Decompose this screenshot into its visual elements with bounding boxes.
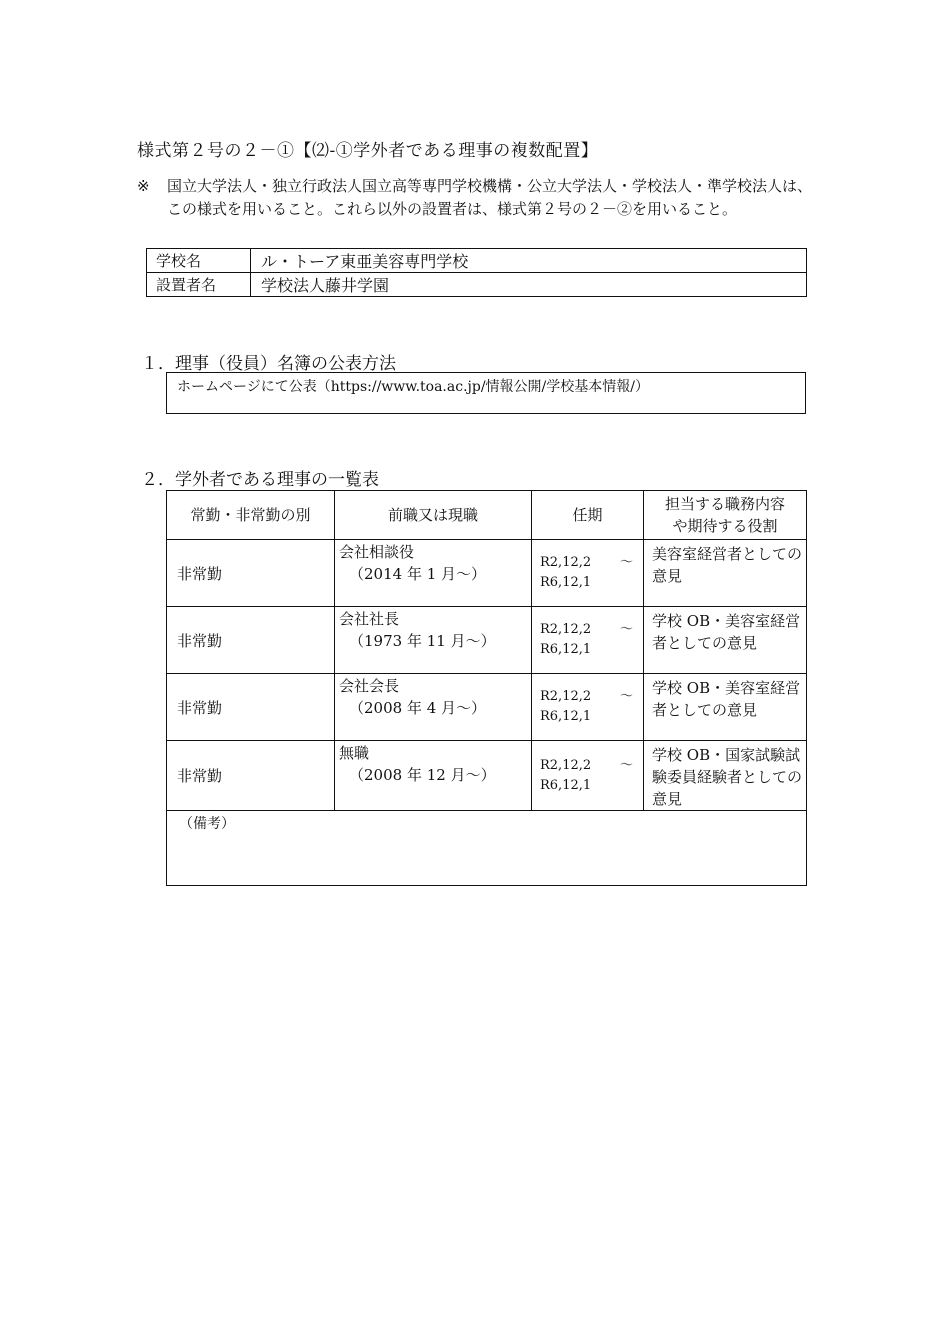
- row-type: 非常勤: [167, 674, 335, 741]
- table-row: [167, 540, 807, 607]
- position-name: 会社社長: [339, 610, 400, 628]
- term-start: R2,12,2: [540, 622, 592, 637]
- publication-method-box: ホームページにて公表（https://www.toa.ac.jp/情報公開/学校基本情報/）: [166, 372, 806, 414]
- page-title: 様式第２号の２－①【⑵-①学外者である理事の複数配置】: [137, 141, 599, 161]
- position-since: （1973 年 11 月～）: [349, 632, 496, 650]
- row-type: 非常勤: [167, 607, 335, 674]
- header-term: 任期: [532, 491, 644, 540]
- header-type: 常勤・非常勤の別: [167, 491, 335, 540]
- instruction-note: [137, 175, 817, 221]
- term-end: R6,12,1: [540, 575, 592, 590]
- position-name: 無職: [339, 744, 370, 762]
- row-role: 学校 OB・国家試験試験委員経験者としての意見: [644, 741, 807, 811]
- note-text: 国立大学法人・独立行政法人国立高等専門学校機構・公立大学法人・学校法人・準学校法人は、この様式を用いること。これら以外の設置者は、様式第２号の２－②を用いること。: [167, 177, 813, 218]
- row-position: [335, 741, 532, 811]
- term-tilde: ～: [619, 689, 633, 704]
- term-end: R6,12,1: [540, 642, 592, 657]
- founder-name-label: 設置者名: [147, 273, 251, 297]
- row-role: 学校 OB・美容室経営者としての意見: [644, 607, 807, 674]
- row-type: 非常勤: [167, 540, 335, 607]
- position-since: （2014 年 1 月～）: [349, 565, 487, 583]
- term-tilde: ～: [619, 555, 633, 570]
- term-start: R2,12,2: [540, 689, 592, 704]
- position-since: （2008 年 12 月～）: [349, 766, 496, 784]
- position-name: 会社相談役: [339, 543, 415, 561]
- term-start: R2,12,2: [540, 757, 592, 773]
- position-since: （2008 年 4 月～）: [349, 699, 487, 717]
- term-end: R6,12,1: [540, 777, 592, 793]
- founder-row: [147, 273, 807, 297]
- row-position: [335, 674, 532, 741]
- school-info-table: [146, 248, 807, 297]
- row-term: [532, 674, 644, 741]
- row-role: 学校 OB・美容室経営者としての意見: [644, 674, 807, 741]
- row-position: [335, 540, 532, 607]
- position-name: 会社会長: [339, 677, 400, 695]
- term-end: R6,12,1: [540, 709, 592, 724]
- header-role: [644, 491, 807, 540]
- section1-heading: １．理事（役員）名簿の公表方法: [141, 354, 396, 374]
- school-name-value: ル・トーア東亜美容専門学校: [251, 249, 807, 273]
- table-row: [167, 741, 807, 811]
- term-start: R2,12,2: [540, 555, 592, 570]
- section2-heading: ２．学外者である理事の一覧表: [141, 470, 379, 490]
- header-role-line1: 担当する職務内容: [664, 495, 785, 513]
- row-role: 美容室経営者としての意見: [644, 540, 807, 607]
- header-role-line2: や期待する役割: [672, 517, 778, 535]
- school-row: [147, 249, 807, 273]
- table-header-row: [167, 491, 807, 540]
- row-term: [532, 741, 644, 811]
- remarks-label: （備考）: [167, 811, 807, 886]
- row-term: [532, 540, 644, 607]
- school-name-label: 学校名: [147, 249, 251, 273]
- term-tilde: ～: [619, 622, 633, 637]
- external-directors-table: [166, 490, 807, 886]
- remarks-row: [167, 811, 807, 886]
- term-tilde: ～: [619, 757, 633, 773]
- table-row: [167, 607, 807, 674]
- header-position: 前職又は現職: [335, 491, 532, 540]
- founder-name-value: 学校法人藤井学園: [251, 273, 807, 297]
- row-type: 非常勤: [167, 741, 335, 811]
- note-mark: ※: [137, 177, 150, 195]
- table-row: [167, 674, 807, 741]
- row-term: [532, 607, 644, 674]
- row-position: [335, 607, 532, 674]
